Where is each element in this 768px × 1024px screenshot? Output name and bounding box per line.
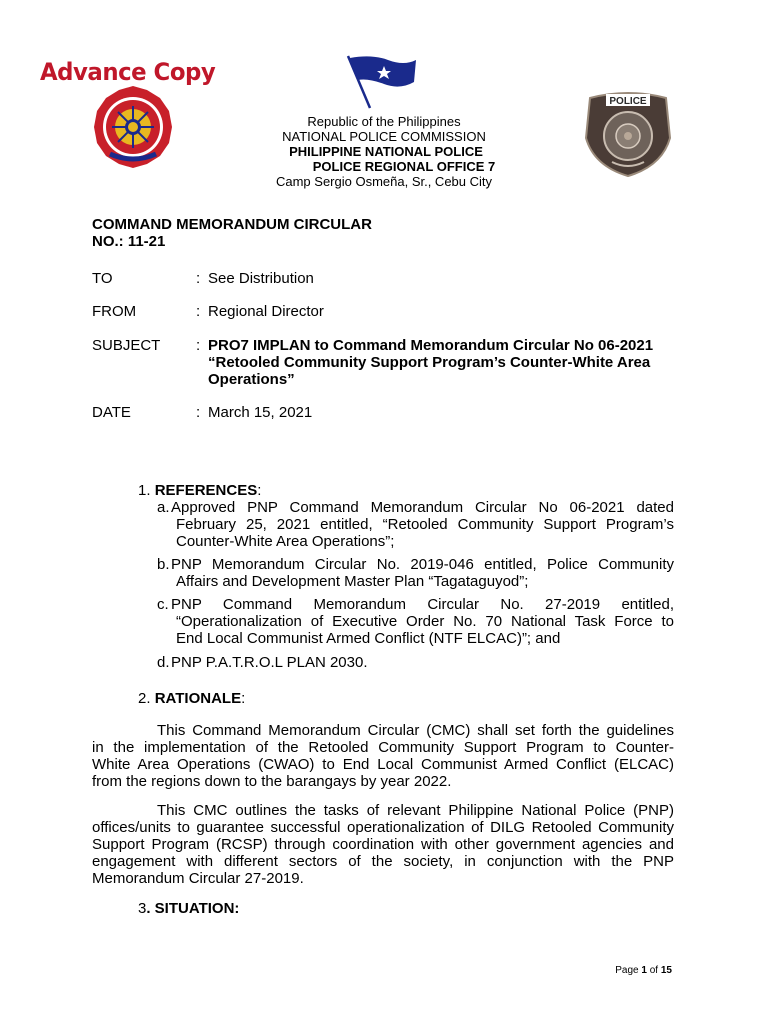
reference-line: PNP Command Memorandum Circular No. 27-2019 entitled, (171, 596, 674, 613)
page-number: 1 (641, 965, 647, 976)
paragraph-line: offices/units to guarantee successful operationalization of DILG Retooled Community (92, 819, 674, 836)
police-patch-logo (582, 88, 674, 178)
title-line-1: COMMAND MEMORANDUM CIRCULAR (92, 216, 372, 233)
reference-item-d (157, 654, 674, 671)
pnp-line: PHILIPPINE NATIONAL POLICE (289, 144, 483, 159)
flag-icon (344, 54, 418, 110)
date-label: DATE (92, 404, 131, 421)
subject-colon: : (196, 337, 201, 354)
section-2-number: 2. (138, 690, 151, 707)
reference-item-a (157, 499, 674, 550)
reference-line: End Local Communist Armed Conflict (NTF ELCAC)”; and (176, 630, 561, 647)
reference-letter: c. (157, 596, 169, 613)
circular-number: NO.: 11-21 (92, 233, 166, 250)
camp-line: Camp Sergio Osmeña, Sr., Cebu City (275, 174, 493, 189)
subject-value (208, 337, 674, 388)
subject-line-3: Operations” (208, 371, 295, 388)
reference-line: Approved PNP Command Memorandum Circular No 06-2021 dated (171, 499, 674, 516)
paragraph-line: in the implementation of the Retooled Community Support Program to Counter- (92, 739, 674, 756)
section-1-number: 1. (138, 482, 151, 499)
pro7-line: POLICE REGIONAL OFFICE 7 (312, 159, 496, 174)
section-1-colon: : (257, 482, 262, 499)
section-2-colon: : (241, 690, 246, 707)
reference-letter: a. (157, 499, 170, 516)
date-value: March 15, 2021 (208, 404, 313, 421)
from-value: Regional Director (208, 303, 324, 320)
reference-line: Affairs and Development Master Plan “Tagataguyod”; (176, 573, 529, 590)
reference-line: PNP P.A.T.R.O.L PLAN 2030. (171, 654, 368, 671)
paragraph-line: Support Program (RCSP) through coordination with other government agencies and (92, 836, 674, 853)
reference-line: February 25, 2021 entitled, “Retooled Community Support Program’s (176, 516, 674, 533)
reference-letter: b. (157, 556, 170, 573)
section-rationale-heading (138, 690, 245, 707)
to-colon: : (196, 270, 201, 287)
reference-letter: d. (157, 654, 170, 671)
subject-label: SUBJECT (92, 337, 161, 354)
reference-line: Counter-White Area Operations”; (176, 533, 395, 550)
advance-copy-stamp: Advance Copy (40, 58, 216, 86)
section-1-title: REFERENCES (154, 482, 258, 499)
patch-police-text: POLICE (609, 96, 647, 107)
from-colon: : (196, 303, 201, 320)
section-situation-heading (138, 900, 239, 917)
page-footer (615, 965, 672, 976)
page-total: 15 (660, 965, 672, 976)
circular-title (92, 216, 372, 250)
date-colon: : (196, 404, 201, 421)
reference-item-c (157, 596, 674, 647)
to-value: See Distribution (208, 270, 314, 287)
paragraph-line: from the regions down to the barangays by year 2022. (92, 773, 452, 790)
republic-line: Republic of the Philippines (307, 114, 461, 129)
paragraph-line: This Command Memorandum Circular (CMC) shall set forth the guidelines (157, 722, 674, 739)
section-references-heading (138, 482, 261, 499)
of-word: of (649, 965, 659, 976)
from-label: FROM (92, 303, 137, 320)
rationale-paragraph-1 (92, 722, 674, 790)
paragraph-line: engagement with different sectors of the society, in conjunction with the PNP (92, 853, 674, 870)
subject-line-2: “Retooled Community Support Program’s Counter-White Area (208, 354, 651, 371)
to-label: TO (92, 270, 113, 287)
page-word: Page (615, 965, 639, 976)
reference-item-b (157, 556, 674, 590)
section-2-title: RATIONALE (154, 690, 242, 707)
paragraph-line: This CMC outlines the tasks of relevant Philippine National Police (PNP) (157, 802, 674, 819)
paragraph-line: White Area Operations (CWAO) to End Local Communist Armed Conflict (ELCAC) (92, 756, 674, 773)
reference-line: “Operationalization of Executive Order No. 70 National Task Force to (176, 613, 674, 630)
section-3-title: . SITUATION: (146, 900, 240, 917)
section-3-number: 3 (138, 900, 147, 917)
napolcom-line: NATIONAL POLICE COMMISSION (282, 129, 486, 144)
rationale-paragraph-2 (92, 802, 674, 887)
paragraph-line: Memorandum Circular 27-2019. (92, 870, 304, 887)
subject-line-1: PRO7 IMPLAN to Command Memorandum Circular No 06-2021 (208, 337, 654, 354)
reference-line: PNP Memorandum Circular No. 2019-046 entitled, Police Community (171, 556, 674, 573)
